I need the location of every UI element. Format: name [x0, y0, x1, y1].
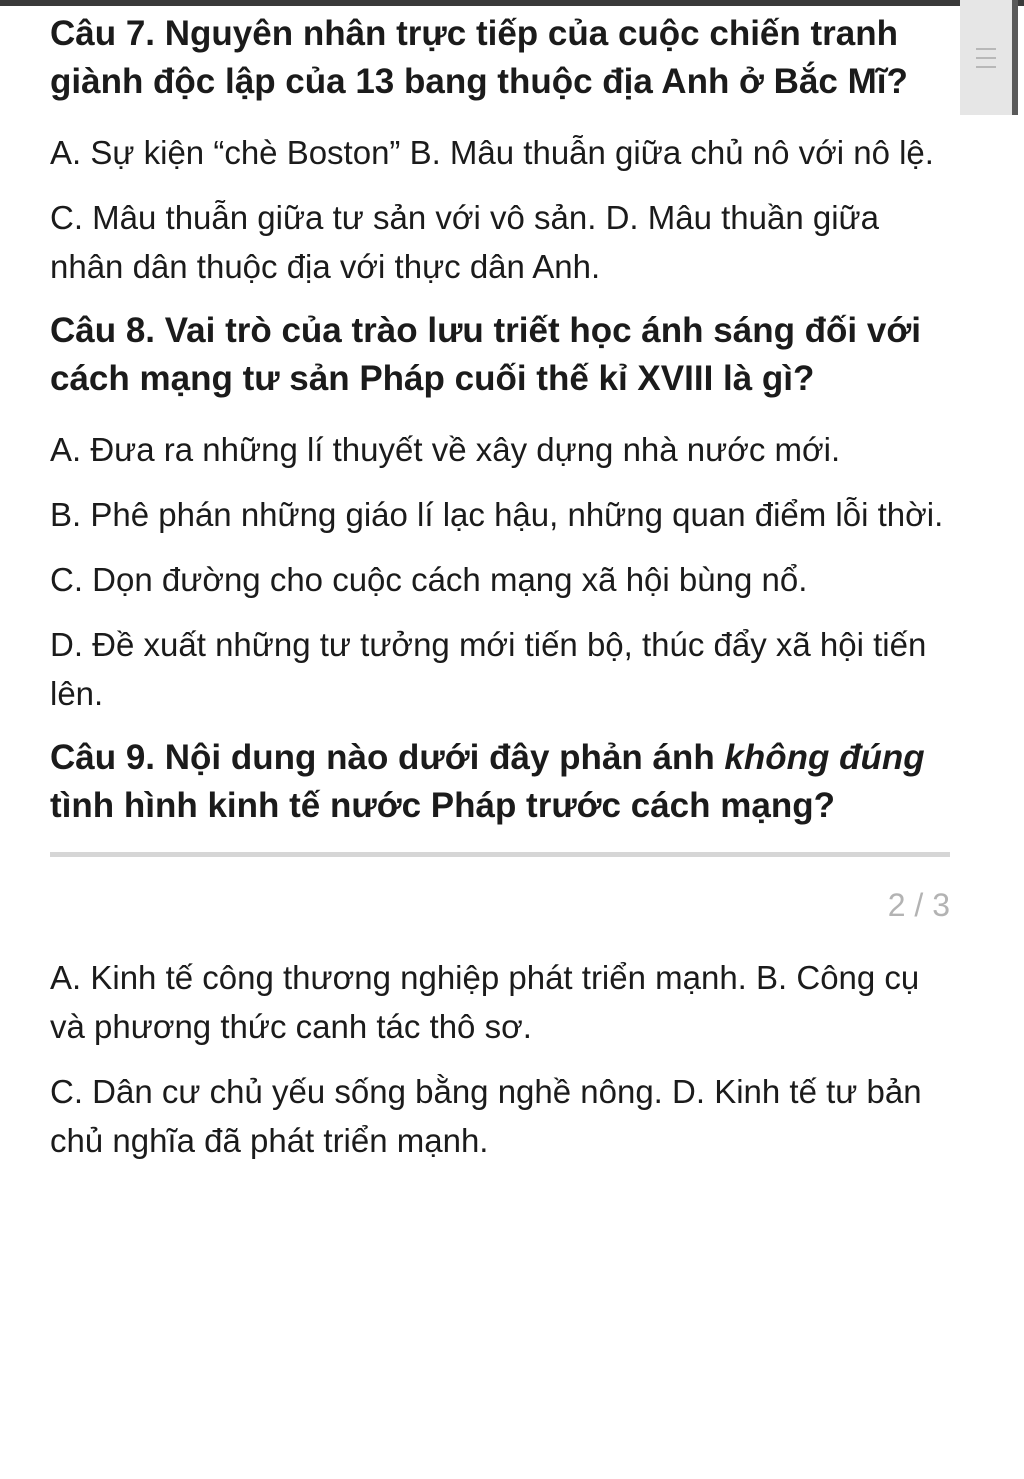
hamburger-menu-icon[interactable]	[976, 48, 996, 68]
question-9-title-part1: Câu 9. Nội dung nào dưới đây phản ánh	[50, 738, 725, 777]
question-9	[50, 734, 950, 1165]
document-content	[50, 10, 950, 1181]
question-7-title: Câu 7. Nguyên nhân trực tiếp của cuộc chiến tranh giành độc lập của 13 bang thuộc địa Anh ở Bắc Mĩ?	[50, 14, 908, 101]
question-8-option-d: D. Đề xuất những tư tưởng mới tiến bộ, thúc đẩy xã hội tiến lên.	[50, 626, 927, 712]
question-9-title-emphasis: không đúng	[724, 738, 925, 777]
question-8-option-a: A. Đưa ra những lí thuyết về xây dựng nhà nước mới.	[50, 431, 841, 468]
page-separator	[50, 852, 950, 857]
question-7-option-cd: C. Mâu thuẫn giữa tư sản với vô sản. D. Mâu thuần giữa nhân dân thuộc địa với thực dân Anh.	[50, 199, 879, 285]
question-9-option-ab: A. Kinh tế công thương nghiệp phát triển mạnh. B. Công cụ và phương thức canh tác thô sơ.	[50, 959, 920, 1045]
page-indicator: 2 / 3	[887, 887, 950, 923]
top-border	[0, 0, 1024, 6]
question-7-option-ab: A. Sự kiện “chè Boston” B. Mâu thuẫn giữa chủ nô với nô lệ.	[50, 134, 934, 171]
question-8-option-c: C. Dọn đường cho cuộc cách mạng xã hội bùng nổ.	[50, 561, 808, 598]
question-8	[50, 307, 950, 718]
menu-tab[interactable]	[960, 0, 1018, 115]
question-8-option-b: B. Phê phán những giáo lí lạc hậu, những quan điểm lỗi thời.	[50, 496, 944, 533]
question-9-option-cd: C. Dân cư chủ yếu sống bằng nghề nông. D. Kinh tế tư bản chủ nghĩa đã phát triển mạnh.	[50, 1073, 922, 1159]
question-9-title	[50, 734, 950, 830]
question-7	[50, 10, 950, 291]
question-8-title: Câu 8. Vai trò của trào lưu triết học ánh sáng đối với cách mạng tư sản Pháp cuối thế kỉ XVIII là gì?	[50, 311, 921, 398]
question-9-title-part2: tình hình kinh tế nước Pháp trước cách mạng?	[50, 786, 835, 825]
